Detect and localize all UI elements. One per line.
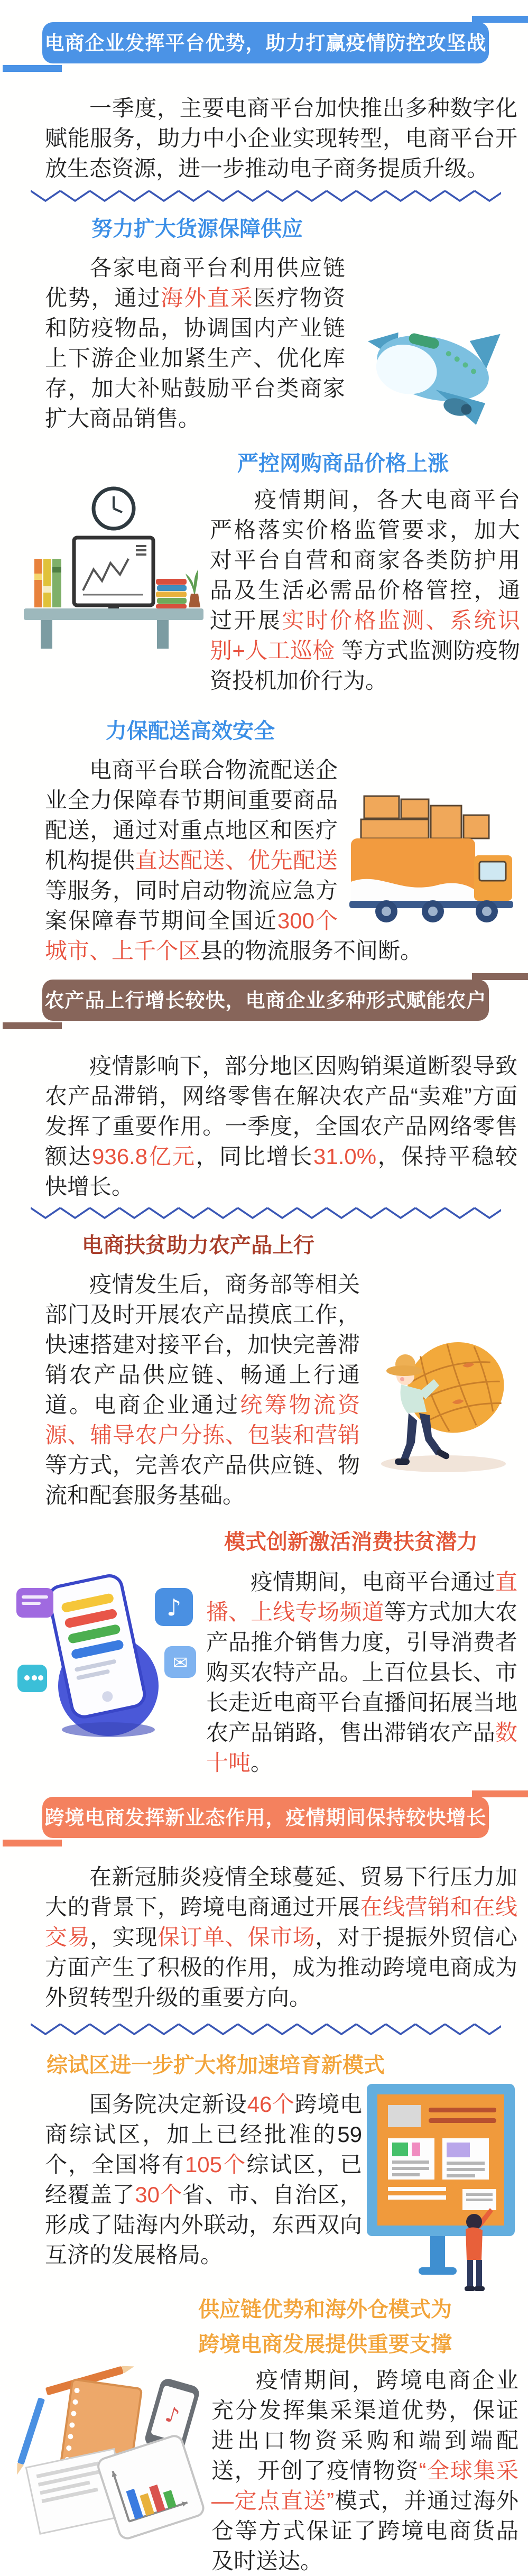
delivery-truck-icon xyxy=(343,792,517,924)
subheading-poverty-relief: 电商扶贫助力农产品上行 xyxy=(82,1234,314,1257)
subheading-price-control: 严控网购商品价格上涨 xyxy=(237,452,449,475)
innovation-paragraph: 疫情期间，电商平台通过直播、上线专场频道等方式加大农产品推介销售力度，引导消费者购买农特产品。上百位县长、市长走近电商平台直播间拓展当地农产品销路，售出滞销农产品数十吨。 xyxy=(206,1569,517,1775)
banner-title: 农产品上行增长较快，电商企业多种形式赋能农户 xyxy=(42,980,489,1021)
pilot-zones-paragraph: 国务院决定新设46个跨境电商综试区，加上已经批准的59个，全国将有105个综试区，已经覆盖了30个省、市、自治区，形成了陆海内外联动，东西双向互济的发展格局。 xyxy=(45,2092,362,2267)
svg-text:♪: ♪ xyxy=(166,1594,182,1621)
subheading-pilot-zones: 综试区进一步扩大将加速培育新模式 xyxy=(47,2054,385,2077)
accent-bar xyxy=(472,1790,528,1797)
subheading-overseas-warehouse xyxy=(185,2292,465,2362)
agri-overview-paragraph: 疫情影响下，部分地区因购销渠道断裂导致农产品滞销，网络零售在解决农产品“卖难”方面发挥了重要作用。一季度，全国农产品网络零售额达936.8亿元，同比增长31.0%，保持平稳较快增长。 xyxy=(45,1054,517,1199)
zigzag-divider xyxy=(31,1206,528,1221)
farmer-icon xyxy=(364,1322,517,1475)
supply-paragraph: 各家电商平台利用供应链优势，通过海外直采医疗物资和防疫物品，协调国内产业链上下游企业加紧生产、优化库存，加大补贴鼓励平台类商家扩大商品销售。 xyxy=(45,253,517,433)
global-sourcing-section xyxy=(16,2365,518,2576)
price-control-section xyxy=(24,485,520,696)
global-sourcing-paragraph: 疫情期间，跨境电商企业充分发挥集采渠道优势，保证进出口物资采购和端到端配送，开创了疫情物资“全球集采—定点直送”模式，并通过海外仓等方式保证了跨境电商货品及时送达。 xyxy=(211,2368,518,2573)
subheading-line2: 跨境电商发展提供重要支撑 xyxy=(198,2333,452,2356)
zigzag-divider xyxy=(31,189,528,204)
section-header-crossborder xyxy=(0,1790,528,1847)
price-paragraph: 疫情期间，各大电商平台严格落实价格监管要求，加大对平台自营和商家各类防护用品及生活必需品价格管控，通过开展实时价格监测、系统识别+人工巡检 等方式监测防疫物资投机加价行为。 xyxy=(210,487,521,693)
billboard-icon xyxy=(364,2081,517,2293)
accent-bar xyxy=(3,1840,62,1846)
svg-text:♪: ♪ xyxy=(162,2402,182,2429)
banner-title: 跨境电商发挥新业态作用，疫情期间保持较快增长 xyxy=(42,1797,489,1838)
accent-bar xyxy=(472,16,528,23)
pilot-zones-section xyxy=(45,2089,517,2270)
poverty-relief-paragraph: 疫情发生后，商务部等相关部门及时开展农产品摸底工作，快速搭建对接平台，加快完善滞销农产品供应链、畅通上行通道。电商企业通过统筹物流资源、辅导农户分拣、包装和营销等方式，完善农产品供应链、物流和配套服务基础。 xyxy=(45,1269,517,1510)
intro-paragraph: 一季度，主要电商平台加快推出多种数字化赋能服务，助力中小企业实现转型，电商平台开放生态资源，进一步推动电子商务提质升级。 xyxy=(45,96,517,181)
airplane-icon xyxy=(354,310,517,429)
section-header-platform xyxy=(0,16,528,71)
innovation-section xyxy=(8,1567,517,1778)
livestream-phone-icon xyxy=(8,1567,206,1747)
crossborder-paragraph: 在新冠肺炎疫情全球蔓延、贸易下行压力加大的背景下，跨境电商通过开展在线营销和在线交易，实现保订单、保市场，对于提振外贸信心方面产生了积极的作用，成为推动跨境电商成为外贸转型升级的重要方向。 xyxy=(45,1864,517,2010)
desk-illustration-icon xyxy=(24,485,203,649)
section-header-agriculture xyxy=(0,973,528,1030)
banner-title: 电商企业发挥平台优势，助力打赢疫情防控攻坚战 xyxy=(42,22,489,63)
svg-text:✉: ✉ xyxy=(172,1652,188,1674)
desk-items-icon xyxy=(16,2365,211,2534)
subheading-delivery: 力保配送高效安全 xyxy=(106,719,275,743)
accent-bar xyxy=(3,65,62,72)
subheading-innovation: 模式创新激活消费扶贫潜力 xyxy=(224,1530,478,1554)
zigzag-divider xyxy=(31,2022,528,2037)
accent-bar xyxy=(3,1022,62,1029)
infographic-page xyxy=(0,16,528,2573)
accent-bar xyxy=(472,973,528,980)
subheading-supply: 努力扩大货源保障供应 xyxy=(91,217,303,241)
subheading-line1: 供应链优势和海外仓模式为 xyxy=(198,2298,452,2321)
delivery-paragraph: 电商平台联合物流配送企业全力保障春节期间重要商品配送，通过对重点地区和医疗机构提供直达配送、优先配送等服务，同时启动物流应急方案保障春节期间全国近300个城市、上千个区县的物流服务不间断。 xyxy=(45,755,517,966)
